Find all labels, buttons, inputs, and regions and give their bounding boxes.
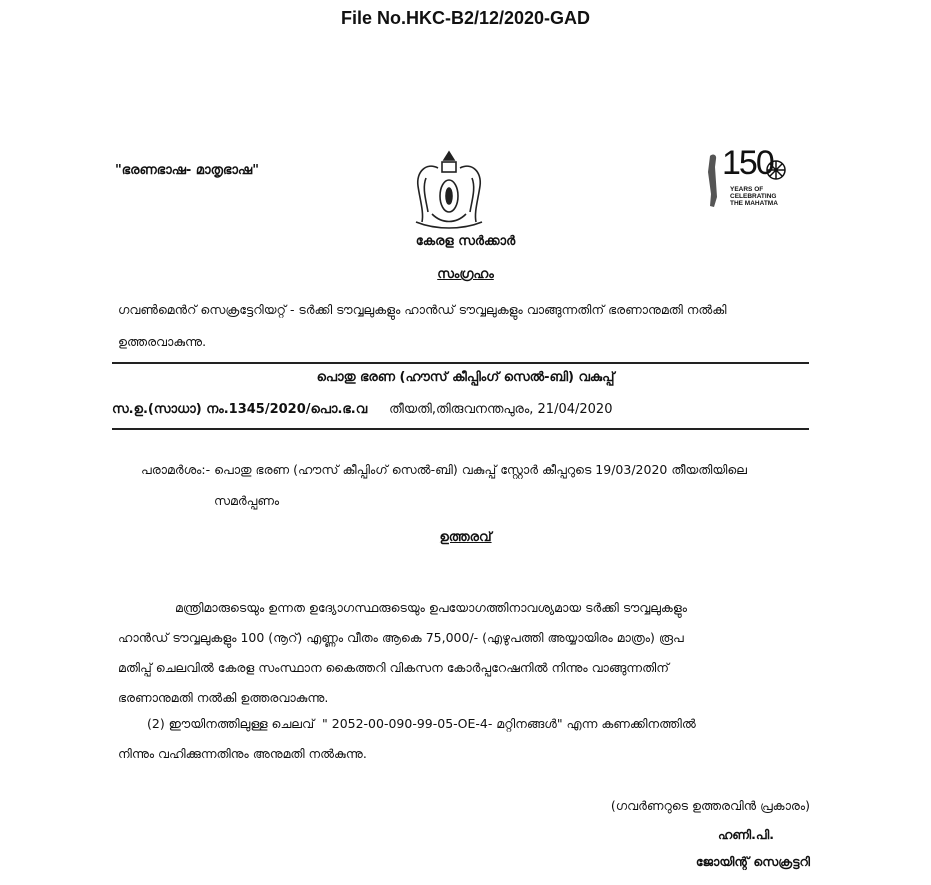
reference-line: സമർപ്പണം (214, 493, 280, 508)
government-name: കേരള സർക്കാർ (415, 234, 516, 249)
by-order-line: (ഗവർണറുടെ ഉത്തരവിൻ പ്രകാരം) (610, 798, 810, 813)
department-name: പൊതു ഭരണ (ഹൗസ് കീപ്പിംഗ് സെൽ-ബി) വകുപ്പ് (316, 370, 615, 385)
subject-line: ഗവൺമെൻറ് സെക്രട്ടേറിയറ്റ് - ടർക്കി ടൗവ്വലുകളും ഹാൻഡ് ടൗവ്വലുകളും വാങ്ങുന്നതിന് ഭരണാനുമതി നൽകി (118, 302, 727, 317)
paragraph-line: മന്ത്രിമാരുടെയും ഉന്നത ഉദ്യോഗസ്ഥരുടെയും ഉപയോഗത്തിനാവശ്യമായ ടർക്കി ടൗവ്വലുകളും (175, 600, 687, 615)
order-date: തീയതി,തിരുവനന്തപുരം, 21/04/2020 (389, 402, 613, 417)
reference-line: പരാമർശം:- പൊതു ഭരണ (ഹൗസ് കീപ്പിംഗ് സെൽ-ബി) വകുപ്പ് സ്റ്റോർ കീപ്പറുടെ 19/03/2020 തീയതിയിലെ (141, 462, 747, 477)
paragraph-line: നിന്നും വഹിക്കുന്നതിനും അനുമതി നൽകുന്നു. (118, 746, 367, 761)
abstract-heading: സംഗ്രഹം (437, 267, 494, 282)
logo-number: 150 (722, 144, 773, 182)
paragraph-line: ഹാൻഡ് ടൗവ്വലുകളും 100 (നൂറ്) എണ്ണം വീതം ആകെ 75,000/- (എഴുപത്തി അയ്യായിരം മാത്രം) രൂപ (118, 630, 684, 645)
order-number-line (112, 402, 612, 417)
paragraph-line: (2) ഈയിനത്തിലുള്ള ചെലവ് " 2052-00-090-99-05-OE-4- മറ്റിനങ്ങൾ" എന്ന കണക്കിനത്തിൽ (147, 716, 696, 731)
logo-text-line: YEARS OF (730, 186, 764, 193)
signatory-name: ഹണി.പി. (717, 827, 774, 842)
order-number: സ.ഉ.(സാധാ) നം.1345/2020/പൊ.ഭ.വ (112, 402, 368, 417)
divider (112, 428, 809, 430)
logo-text-line: THE MAHATMA (730, 200, 778, 207)
paragraph-line: ഭരണാനുമതി നൽകി ഉത്തരവാകുന്നു. (118, 690, 329, 705)
order-heading: ഉത്തരവ് (439, 530, 492, 545)
150-years-mahatma-logo (700, 144, 790, 218)
divider (112, 362, 809, 364)
logo-text-line: CELEBRATING (730, 193, 777, 200)
motto: "ഭരണഭാഷ- മാതൃഭാഷ" (115, 163, 259, 178)
signatory-designation: ജോയിന്റ് സെക്രട്ടറി (695, 854, 810, 869)
paragraph-line: മതിപ്പ് ചെലവിൽ കേരള സംസ്ഥാന കൈത്തറി വികസന കോർപ്പറേഷനിൽ നിന്നും വാങ്ങുന്നതിന് (118, 660, 669, 675)
subject-line: ഉത്തരവാകുന്നു. (118, 334, 207, 349)
file-number: File No.HKC-B2/12/2020-GAD (340, 8, 591, 28)
kerala-emblem-icon (408, 148, 490, 232)
